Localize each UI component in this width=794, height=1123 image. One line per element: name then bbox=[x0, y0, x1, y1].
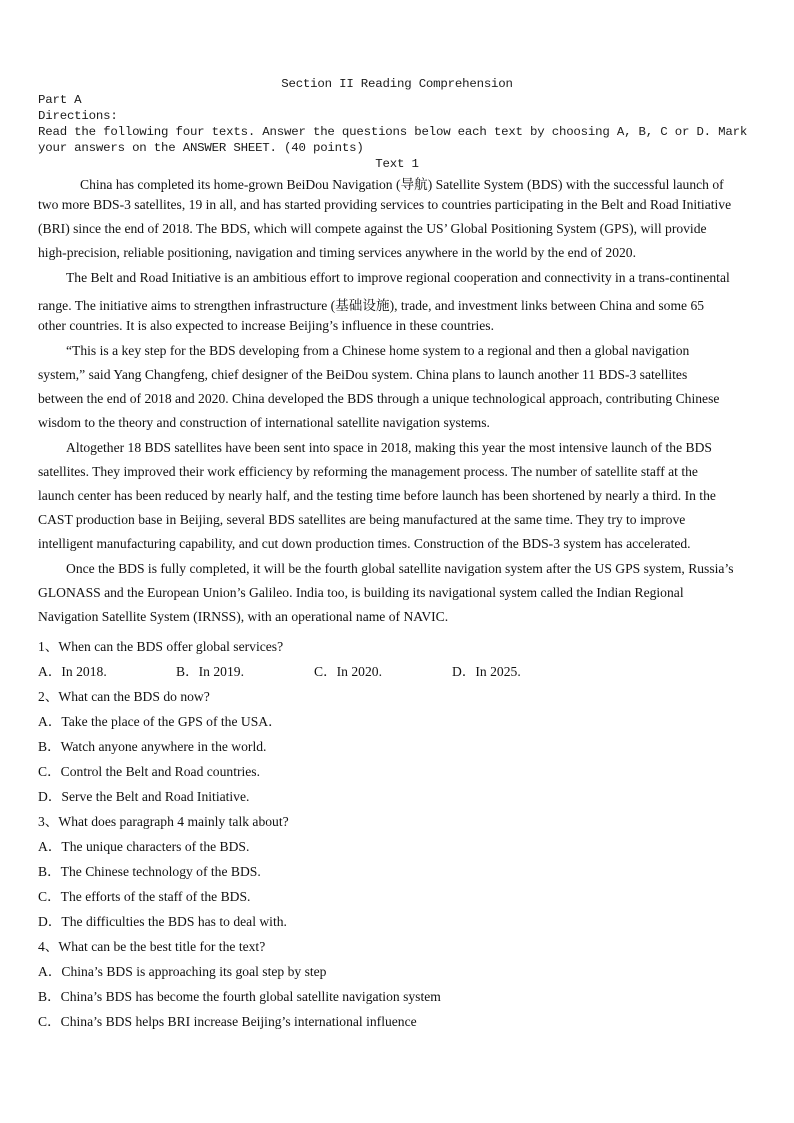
question-stem: 1、When can the BDS offer global services? bbox=[38, 639, 284, 654]
passage-line: range. The initiative aims to strengthen infrastructure (基础设施), trade, and investment links between China and some 65 bbox=[38, 298, 705, 313]
option-b[interactable]: B．The Chinese technology of the BDS. bbox=[38, 864, 261, 879]
part-label: Part A bbox=[38, 93, 82, 107]
option-b[interactable]: B．Watch anyone anywhere in the world. bbox=[38, 739, 267, 754]
passage-line: Navigation Satellite System (IRNSS), with an operational name of NAVIC. bbox=[38, 609, 449, 624]
passage-line: other countries. It is also expected to increase Beijing’s influence in these countries. bbox=[38, 318, 495, 333]
passage-line: Once the BDS is fully completed, it will be the fourth global satellite navigation system after the US GPS system, Russia’s bbox=[66, 561, 734, 576]
directions-text-line-2: your answers on the ANSWER SHEET. (40 points) bbox=[38, 141, 364, 155]
passage-line: intelligent manufacturing capability, and cut down production times. Construction of the BDS-3 system has accelerated. bbox=[38, 536, 691, 551]
question-stem: 2、What can the BDS do now? bbox=[38, 689, 210, 704]
option-a[interactable]: A．China’s BDS is approaching its goal step by step bbox=[38, 964, 327, 979]
passage-line: “This is a key step for the BDS developing from a Chinese home system to a regional and then a global navigation bbox=[66, 343, 690, 358]
passage-line: China has completed its home-grown BeiDou Navigation (导航) Satellite System (BDS) with the successful launch of bbox=[80, 177, 724, 192]
option-d[interactable]: D．The difficulties the BDS has to deal with. bbox=[38, 914, 287, 929]
passage-line: The Belt and Road Initiative is an ambitious effort to improve regional cooperation and connectivity in a trans-continental bbox=[66, 270, 730, 285]
option-d[interactable]: D．Serve the Belt and Road Initiative. bbox=[38, 789, 250, 804]
directions-label: Directions: bbox=[38, 109, 118, 123]
passage-line: Altogether 18 BDS satellites have been sent into space in 2018, making this year the most intensive launch of the BDS bbox=[66, 440, 712, 455]
option-a[interactable]: A．Take the place of the GPS of the USA． bbox=[38, 714, 282, 729]
option-d[interactable]: D．In 2025. bbox=[452, 664, 521, 679]
option-b[interactable]: B．China’s BDS has become the fourth global satellite navigation system bbox=[38, 989, 441, 1004]
passage-line: system,” said Yang Changfeng, chief designer of the BeiDou system. China plans to launch another 11 BDS-3 satellites bbox=[38, 367, 688, 382]
option-c[interactable]: C．China’s BDS helps BRI increase Beijing’s international influence bbox=[38, 1014, 417, 1029]
passage-line: wisdom to the theory and construction of international satellite navigation systems. bbox=[38, 415, 490, 430]
text-heading: Text 1 bbox=[375, 157, 419, 171]
option-a[interactable]: A．The unique characters of the BDS. bbox=[38, 839, 250, 854]
question-stem: 4、What can be the best title for the text? bbox=[38, 939, 266, 954]
passage-line: launch center has been reduced by nearly half, and the testing time before launch has been shortened by nearly a third. In the bbox=[38, 488, 716, 503]
passage-line: high-precision, reliable positioning, navigation and timing services anywhere in the world by the end of 2020. bbox=[38, 245, 636, 260]
option-c[interactable]: C．In 2020. bbox=[314, 664, 382, 679]
option-a[interactable]: A．In 2018. bbox=[38, 664, 107, 679]
passage-line: GLONASS and the European Union’s Galileo. India too, is building its navigational system called the Indian Regional bbox=[38, 585, 684, 600]
passage-line: two more BDS-3 satellites, 19 in all, and has started providing services to countries participating in the Belt and Road Initiative bbox=[38, 197, 732, 212]
question-stem: 3、What does paragraph 4 mainly talk about? bbox=[38, 814, 289, 829]
option-b[interactable]: B．In 2019. bbox=[176, 664, 244, 679]
passage-line: satellites. They improved their work efficiency by reforming the management process. The number of satellite staff at the bbox=[38, 464, 698, 479]
section-title: Section II Reading Comprehension bbox=[281, 77, 513, 91]
option-c[interactable]: C．The efforts of the staff of the BDS. bbox=[38, 889, 251, 904]
passage-line: between the end of 2018 and 2020. China developed the BDS through a unique technological approach, contributing Chinese bbox=[38, 391, 720, 406]
passage-line: CAST production base in Beijing, several BDS satellites are being manufactured at the same time. They try to improve bbox=[38, 512, 686, 527]
directions-text-line-1: Read the following four texts. Answer the questions below each text by choosing A, B, C or D. Mark bbox=[38, 125, 748, 139]
option-c[interactable]: C．Control the Belt and Road countries. bbox=[38, 764, 261, 779]
passage-line: (BRI) since the end of 2018. The BDS, which will compete against the US’ Global Positioning System (GPS), will provide bbox=[38, 221, 707, 236]
